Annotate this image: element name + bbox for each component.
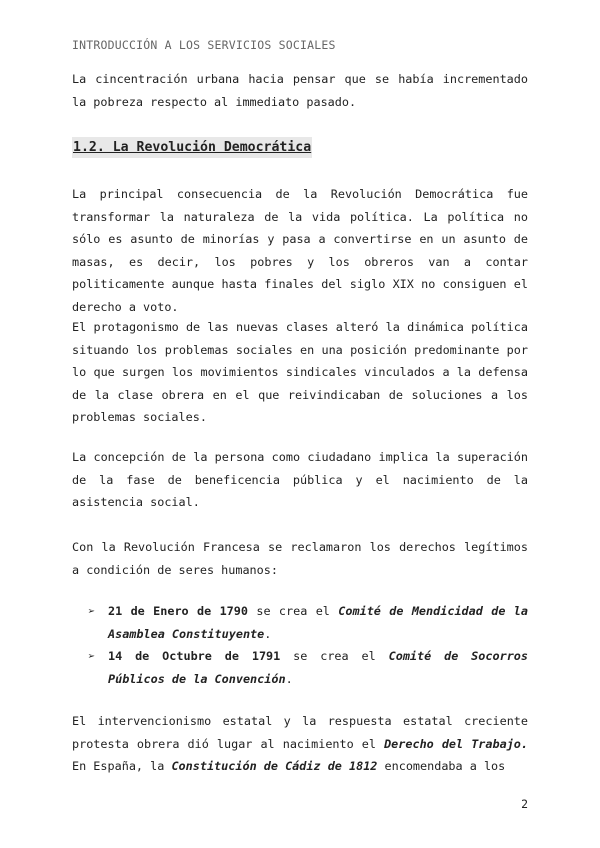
closing-term-2: Constitución de Cádiz de 1812	[171, 759, 378, 774]
intro-paragraph: La cincentración urbana hacia pensar que se había incrementado la pobreza respecto al immediato pasado.	[72, 72, 528, 109]
closing-text-2: En España, la	[72, 759, 172, 774]
bullet-entity: Comité de Mendicidad de la Asamblea Constituyente	[108, 604, 528, 641]
paragraph-2: El protagonismo de las nuevas clases alteró la dinámica política situando los problemas sociales en una posición predominante por lo que surgen los movimientos sindicales vinculados a la defensa de la clase obrera en el que reivindicaban de soluciones a los problemas sociales.	[72, 320, 528, 425]
arrow-bullet-icon: ➢	[88, 649, 96, 664]
closing-paragraph	[72, 710, 528, 778]
bullet-entity: Comité de Socorros Públicos de la Convención	[108, 649, 529, 686]
bullet-item	[88, 600, 528, 645]
running-header: INTRODUCCIÓN A LOS SERVICIOS SOCIALES	[72, 38, 336, 52]
arrow-bullet-icon: ➢	[88, 604, 96, 618]
bullet-text: se crea el	[280, 649, 389, 664]
bullet-date: 14 de Octubre de 1791	[108, 649, 281, 664]
closing-text-1: El intervencionismo estatal y la respuesta estatal creciente protesta obrera dió lugar al nacimiento el	[72, 714, 528, 751]
bullet-text: se crea el	[248, 604, 339, 618]
bullet-end: .	[264, 626, 272, 641]
closing-term-1: Derecho del Trabajo.	[384, 736, 529, 751]
paragraph-1: La principal consecuencia de la Revolución Democrática fue transformar la naturaleza de la vida política. La política no sólo es asunto de minorías y pasa a convertirse en un asunto de masas, es decir, los pobres y los obreros van a contar politicamente aunque hasta finales del siglo XIX no consiguen el derecho a voto.	[72, 187, 528, 314]
paragraph-4: Con la Revolución Francesa se reclamaron los derechos legítimos a condición de seres humanos:	[72, 540, 528, 577]
bullet-date: 21 de Enero de 1790	[108, 604, 248, 618]
bullet-list	[88, 600, 528, 690]
closing-text-3: encomendaba a los	[377, 759, 506, 774]
bullet-item	[88, 645, 528, 690]
bullet-end: .	[285, 671, 293, 686]
section-heading: 1.2. La Revolución Democrática	[72, 137, 312, 158]
page-number: 2	[521, 797, 528, 811]
paragraph-3: La concepción de la persona como ciudadano implica la superación de la fase de beneficencia pública y el nacimiento de la asistencia social.	[72, 450, 528, 510]
